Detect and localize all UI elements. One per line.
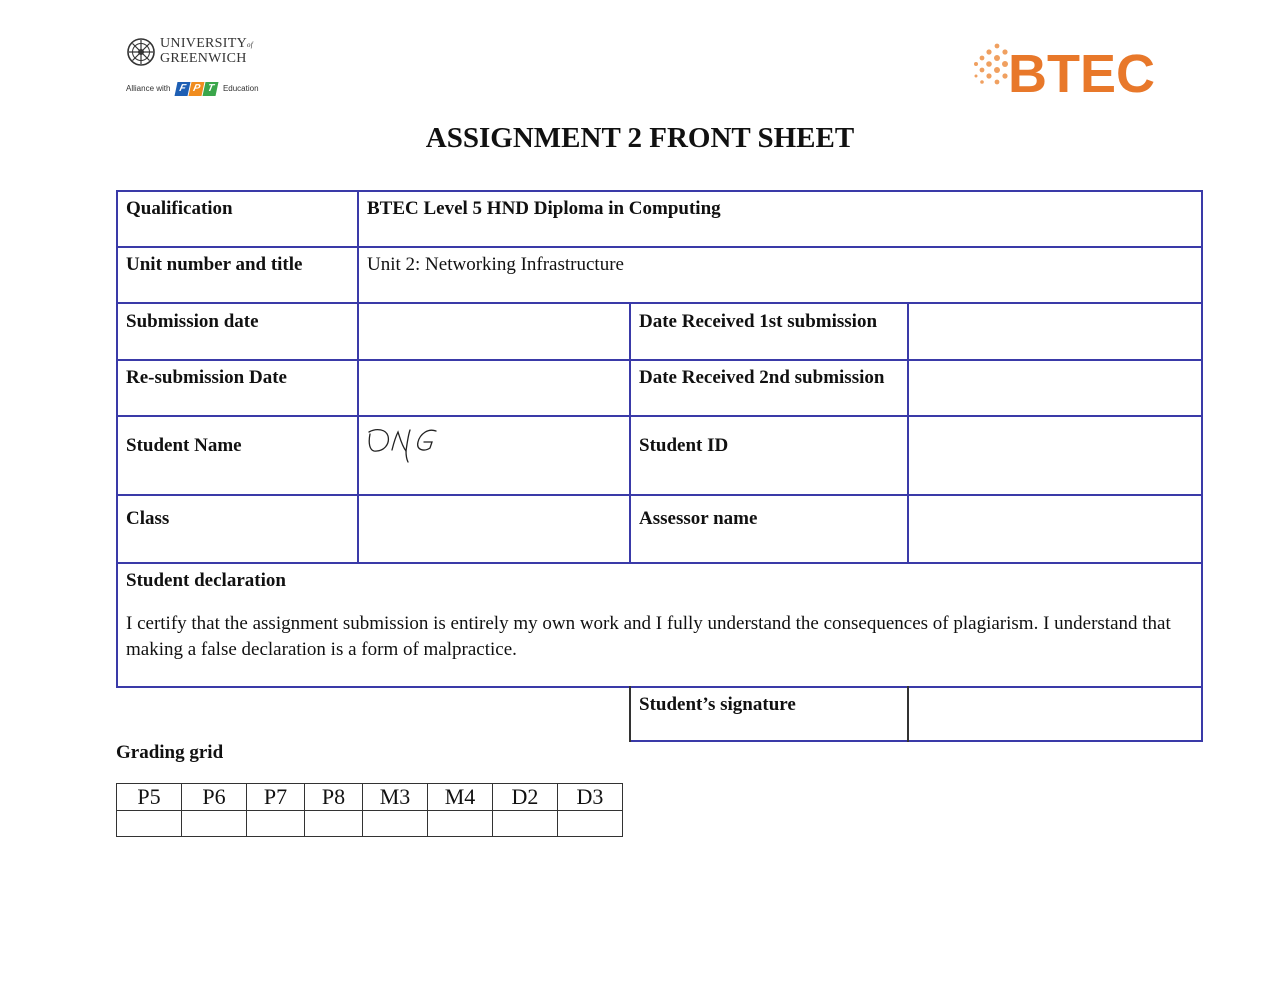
svg-text:BTEC: BTEC [1008,44,1155,100]
grading-grid-title: Grading grid [116,742,224,763]
grade-header-m3: M3 [363,784,428,811]
grade-cell-p7[interactable] [247,811,305,837]
grading-grid [116,783,623,837]
student-signature-label: Student’s signature [639,694,796,715]
student-id-label: Student ID [639,435,729,456]
assessor-name-label: Assessor name [639,508,758,529]
class-label: Class [126,508,170,529]
grade-cell-d2[interactable] [493,811,558,837]
qualification-label: Qualification [126,198,233,219]
grade-header-d2: D2 [493,784,558,811]
grade-cell-p5[interactable] [117,811,182,837]
grade-cell-m3[interactable] [363,811,428,837]
alliance-with-fpt: Alliance with F P T Education [126,83,259,94]
student-name-signature [366,424,446,464]
grade-cell-m4[interactable] [428,811,493,837]
university-name: UNIVERSITYof GREENWICH [160,36,254,66]
grade-header-d3: D3 [558,784,623,811]
grading-grid-value-row [117,811,623,837]
submission-date-label: Submission date [126,311,259,332]
student-name-label: Student Name [126,435,242,456]
date-received-1st-label: Date Received 1st submission [639,311,878,332]
student-declaration-label: Student declaration [126,570,286,591]
grade-header-m4: M4 [428,784,493,811]
grade-cell-p6[interactable] [182,811,247,837]
unit-label: Unit number and title [126,254,303,275]
qualification-value: BTEC Level 5 HND Diploma in Computing [367,198,721,219]
student-declaration-text: I certify that the assignment submission is entirely my own work and I fully understand the consequences of plagiarism. I understand that making a false declaration is a form of malpractice. [126,613,1171,660]
grade-header-p5: P5 [117,784,182,811]
fpt-logo: F P T [176,82,218,96]
university-of-greenwich-logo [126,35,266,105]
grade-header-p7: P7 [247,784,305,811]
btec-logo [972,36,1172,100]
unit-value: Unit 2: Networking Infrastructure [367,254,624,275]
grade-cell-p8[interactable] [305,811,363,837]
date-received-2nd-label: Date Received 2nd submission [639,367,885,388]
grade-header-p6: P6 [182,784,247,811]
page-title: ASSIGNMENT 2 FRONT SHEET [425,122,855,154]
university-seal-icon [126,37,156,67]
grading-grid-header-row [117,784,623,811]
grade-cell-d3[interactable] [558,811,623,837]
resubmission-date-label: Re-submission Date [126,367,287,388]
grade-header-p8: P8 [305,784,363,811]
